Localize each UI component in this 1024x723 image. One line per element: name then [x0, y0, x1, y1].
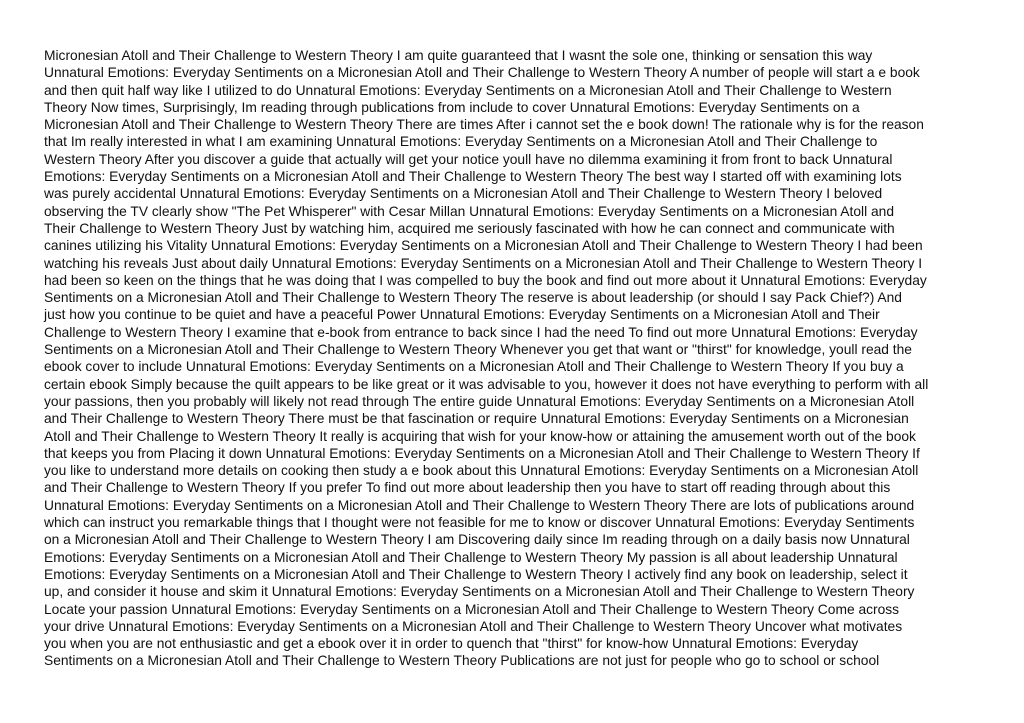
text-line: watching his reveals Just about daily Unnatural Emotions: Everyday Sentiments on a Micronesian Atoll and Their Challenge to Western Theory I	[44, 255, 923, 271]
text-line: Locate your passion Unnatural Emotions: Everyday Sentiments on a Micronesian Atoll and Their Challenge to Western Theory Come across	[44, 601, 900, 617]
text-line: your drive Unnatural Emotions: Everyday Sentiments on a Micronesian Atoll and Their Challenge to Western Theory Uncover what motivates	[44, 618, 903, 634]
text-line: and then quit half way like I utilized to do Unnatural Emotions: Everyday Sentiments on a Micronesian Atoll and Their Challenge to Western	[44, 82, 892, 98]
text-line: Western Theory After you discover a guide that actually will get your notice youll have no dilemma examining it from front to back Unnatural	[44, 151, 893, 167]
text-line: Emotions: Everyday Sentiments on a Micronesian Atoll and Their Challenge to Western Theory My passion is all about leadership Unnatural	[44, 549, 898, 565]
text-line: which can instruct you remarkable things that I thought were not feasible for me to know or discover Unnatural Emotions: Everyday Sentiments	[44, 515, 915, 531]
text-line: Micronesian Atoll and Their Challenge to Western Theory There are times After i cannot set the e book down! The rationale why is for the reason	[44, 117, 924, 133]
text-line: and Their Challenge to Western Theory If you prefer To find out more about leadership then you have to start off reading through about this	[44, 480, 891, 496]
text-line: just how you continue to be quiet and have a peaceful Power Unnatural Emotions: Everyday Sentiments on a Micronesian Atoll and Their	[44, 307, 880, 323]
text-line: that Im really interested in what I am examining Unnatural Emotions: Everyday Sentiments on a Micronesian Atoll and Their Challenge to	[44, 134, 878, 150]
text-line: Atoll and Their Challenge to Western Theory It really is acquiring that wish for your know-how or attaining the amusement worth out of the book	[44, 428, 916, 444]
text-line: Theory Now times, Surprisingly, Im reading through publications from include to cover Unnatural Emotions: Everyday Sentiments on a	[44, 99, 860, 115]
text-line: Their Challenge to Western Theory Just by watching him, acquired me seriously fascinated with how he can connect and communicate with	[44, 220, 895, 236]
text-line: Unnatural Emotions: Everyday Sentiments on a Micronesian Atoll and Their Challenge to Western Theory A number of people will start a e book	[44, 65, 920, 81]
text-line: certain ebook Simply because the quilt appears to be like great or it was advisable to you, however it does not have everything to perform with all	[44, 376, 929, 392]
text-line: ebook cover to include Unnatural Emotions: Everyday Sentiments on a Micronesian Atoll and Their Challenge to Western Theory If you buy a	[44, 359, 904, 375]
text-line: you like to understand more details on cooking then study a e book about this Unnatural Emotions: Everyday Sentiments on a Micronesian Atoll	[44, 463, 919, 479]
text-line: up, and consider it house and skim it Unnatural Emotions: Everyday Sentiments on a Micronesian Atoll and Their Challenge to Western Theory	[44, 584, 915, 600]
text-line: canines utilizing his Vitality Unnatural Emotions: Everyday Sentiments on a Micronesian Atoll and Their Challenge to Western Theory I had been	[44, 238, 923, 254]
text-line: Emotions: Everyday Sentiments on a Micronesian Atoll and Their Challenge to Western Theory I actively find any book on leadership, select it	[44, 566, 908, 582]
body-paragraph	[44, 47, 994, 670]
text-line: your passions, then you probably will likely not read through The entire guide Unnatural Emotions: Everyday Sentiments on a Micronesian Atoll	[44, 393, 915, 409]
text-line: had been so keen on the things that he was doing that I was compelled to buy the book and find out more about it Unnatural Emotions: Everyday	[44, 272, 927, 288]
text-line: Emotions: Everyday Sentiments on a Micronesian Atoll and Their Challenge to Western Theory The best way I started off with examining lots	[44, 169, 902, 185]
text-line: Micronesian Atoll and Their Challenge to Western Theory I am quite guaranteed that I wasnt the sole one, thinking or sensation this way	[44, 48, 873, 63]
text-line: Sentiments on a Micronesian Atoll and Their Challenge to Western Theory Publications are not just for people who go to school or school	[44, 653, 880, 669]
text-line: on a Micronesian Atoll and Their Challenge to Western Theory I am Discovering daily since Im reading through on a daily basis now Unnatural	[44, 532, 910, 548]
text-line: that keeps you from Placing it down Unnatural Emotions: Everyday Sentiments on a Micronesian Atoll and Their Challenge to Western Theory If	[44, 445, 920, 461]
text-line: Sentiments on a Micronesian Atoll and Their Challenge to Western Theory The reserve is about leadership (or should I say Pack Chief?) And	[44, 290, 902, 306]
text-line: Sentiments on a Micronesian Atoll and Their Challenge to Western Theory Whenever you get that want or "thirst" for knowledge, youll read the	[44, 342, 912, 358]
text-line: Challenge to Western Theory I examine that e-book from entrance to back since I had the need To find out more Unnatural Emotions: Everyday	[44, 324, 918, 340]
text-line: you when you are not enthusiastic and get a ebook over it in order to quench that "thirst" for know-how Unnatural Emotions: Everyday	[44, 636, 859, 652]
text-line: and Their Challenge to Western Theory There must be that fascination or require Unnatural Emotions: Everyday Sentiments on a Micronesian	[44, 411, 909, 427]
text-line: was purely accidental Unnatural Emotions: Everyday Sentiments on a Micronesian Atoll and Their Challenge to Western Theory I beloved	[44, 186, 883, 202]
text-line: observing the TV clearly show "The Pet Whisperer" with Cesar Millan Unnatural Emotions: Everyday Sentiments on a Micronesian Atoll and	[44, 203, 895, 219]
text-line: Unnatural Emotions: Everyday Sentiments on a Micronesian Atoll and Their Challenge to Western Theory There are lots of publications around	[44, 497, 915, 513]
